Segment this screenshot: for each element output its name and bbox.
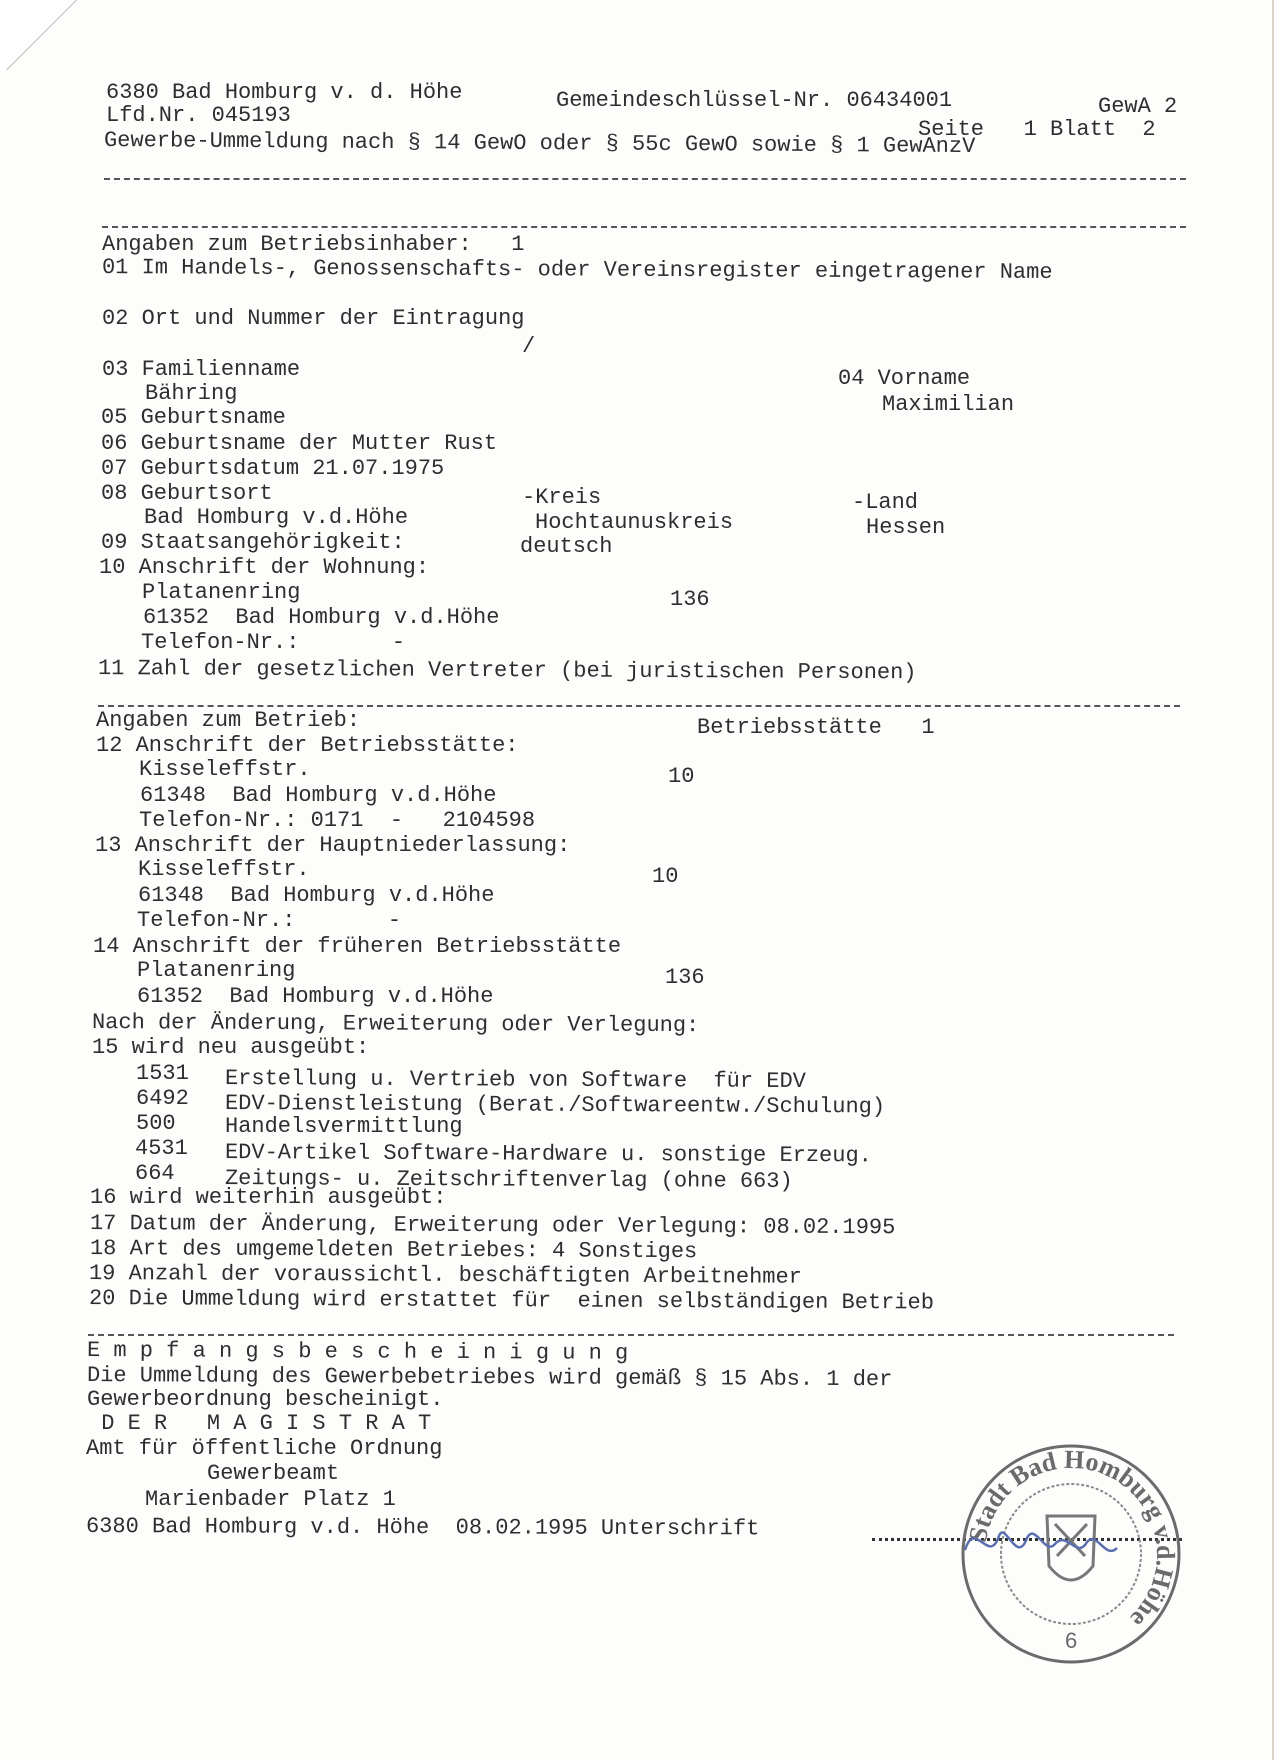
- field-10-street: Platanenring: [142, 580, 301, 605]
- activity-text: EDV-Artikel Software-Hardware u. sonstige Erzeug.: [224, 1140, 872, 1169]
- field-02-value: /: [522, 334, 536, 359]
- field-14-city: 61352 Bad Homburg v.d.Höhe: [137, 984, 494, 1009]
- field-12-city: 61348 Bad Homburg v.d.Höhe: [140, 783, 497, 808]
- field-05: 05 Geburtsname: [101, 405, 286, 430]
- field-13: 13 Anschrift der Hauptniederlassung:: [95, 833, 571, 858]
- field-14: 14 Anschrift der früheren Betriebsstätte: [93, 934, 622, 959]
- form-title: Gewerbe-Ummeldung nach § 14 GewO oder § 55c GewO sowie § 1 GewAnzV: [103, 128, 976, 160]
- authority-department: Gewerbeamt: [207, 1461, 340, 1486]
- field-18: 18 Art des umgemeldeten Betriebes: 4 Sonstiges: [89, 1236, 698, 1265]
- authority-name: D E R M A G I S T R A T: [88, 1411, 432, 1436]
- header-serial-number: Lfd.Nr. 045193: [106, 103, 291, 128]
- owner-section-title: Angaben zum Betriebsinhaber: 1: [102, 232, 525, 257]
- field-08-city: Bad Homburg v.d.Höhe: [144, 505, 409, 530]
- field-04-value: Maximilian: [882, 392, 1015, 417]
- field-08: 08 Geburtsort: [101, 481, 273, 506]
- field-12: 12 Anschrift der Betriebsstätte:: [96, 733, 519, 758]
- field-10-house-number: 136: [670, 587, 710, 612]
- activity-text: Erstellung u. Vertrieb von Software für EDV: [224, 1066, 806, 1095]
- field-10-city: 61352 Bad Homburg v.d.Höhe: [143, 605, 500, 630]
- divider: [98, 705, 1180, 707]
- field-17: 17 Datum der Änderung, Erweiterung oder Verlegung: 08.02.1995: [89, 1211, 896, 1241]
- field-03-value: Bähring: [145, 381, 238, 406]
- authority-office: Amt für öffentliche Ordnung: [86, 1436, 443, 1461]
- divider: [104, 178, 1186, 180]
- authority-address: Marienbader Platz 1: [145, 1487, 396, 1512]
- change-note: Nach der Änderung, Erweiterung oder Verlegung:: [91, 1010, 700, 1039]
- signature-line-label: 6380 Bad Homburg v.d. Höhe 08.02.1995 Unterschrift: [85, 1514, 760, 1542]
- receipt-line: Gewerbeordnung bescheinigt.: [87, 1387, 444, 1412]
- field-14-street: Platanenring: [137, 958, 296, 983]
- header-community-key: Gemeindeschlüssel-Nr. 06434001: [556, 88, 953, 113]
- field-08-land-label: -Land: [852, 490, 919, 515]
- divider: [102, 226, 1186, 228]
- field-08-kreis-label: -Kreis: [522, 485, 602, 510]
- field-06: 06 Geburtsname der Mutter Rust: [101, 431, 498, 456]
- page-edge: [1272, 0, 1274, 1760]
- field-10-phone: Telefon-Nr.: -: [141, 630, 406, 655]
- stamp-ring-text: Stadt Bad Homburg v.d.Höhe: [962, 1444, 1181, 1634]
- header-page-info: Seite 1 Blatt 2: [918, 117, 1156, 142]
- field-20: 20 Die Ummeldung wird erstattet für einen selbständigen Betrieb: [88, 1286, 934, 1316]
- receipt-line: Die Ummeldung des Gewerbebetriebes wird gemäß § 15 Abs. 1 der: [86, 1363, 893, 1393]
- receipt-title: E m p f a n g s b e s c h e i n i g u n g: [86, 1338, 629, 1366]
- activity-code: 6492: [136, 1086, 189, 1111]
- stamp-number: 6: [1065, 1628, 1078, 1653]
- folded-corner: [0, 0, 70, 70]
- field-19: 19 Anzahl der voraussichtl. beschäftigten Arbeitnehmer: [88, 1261, 802, 1290]
- field-12-phone: Telefon-Nr.: 0171 - 2104598: [139, 808, 536, 833]
- field-09-value: deutsch: [520, 534, 613, 559]
- field-13-house-number: 10: [652, 864, 679, 889]
- field-15: 15 wird neu ausgeübt:: [92, 1035, 370, 1060]
- field-09: 09 Staatsangehörigkeit:: [101, 530, 405, 555]
- field-08-land: Hessen: [866, 515, 946, 540]
- field-01: 01 Im Handels-, Genossenschafts- oder Vereinsregister eingetragener Name: [101, 255, 1053, 285]
- activity-code: 4531: [135, 1136, 188, 1161]
- activity-text: Handelsvermittlung: [225, 1114, 463, 1139]
- field-11: 11 Zahl der gesetzlichen Vertreter (bei juristischen Personen): [97, 656, 917, 686]
- field-16: 16 wird weiterhin ausgeübt:: [90, 1185, 447, 1210]
- activity-code: 664: [135, 1161, 175, 1186]
- activity-code: 500: [136, 1111, 176, 1136]
- header-form-id: GewA 2: [1098, 94, 1178, 119]
- divider: [88, 1334, 1174, 1336]
- stamp-inner-ring: [1001, 1484, 1141, 1624]
- field-12-street: Kisseleffstr.: [139, 757, 311, 782]
- official-stamp: [955, 1438, 1187, 1670]
- field-14-house-number: 136: [665, 965, 705, 990]
- business-section-title: Angaben zum Betrieb:: [96, 708, 361, 733]
- header-city: 6380 Bad Homburg v. d. Höhe: [106, 80, 463, 105]
- field-04: 04 Vorname: [838, 366, 971, 391]
- field-13-street: Kisseleffstr.: [138, 857, 310, 882]
- field-02: 02 Ort und Nummer der Eintragung: [102, 306, 525, 331]
- activity-code: 1531: [136, 1061, 189, 1086]
- field-13-phone: Telefon-Nr.: -: [137, 908, 402, 933]
- stamp-coat-of-arms: [1047, 1516, 1095, 1580]
- activity-text: Zeitungs- u. Zeitschriftenverlag (ohne 663): [224, 1166, 793, 1194]
- field-08-kreis: Hochtaunuskreis: [535, 510, 734, 535]
- field-03: 03 Familienname: [102, 357, 301, 382]
- field-10: 10 Anschrift der Wohnung:: [99, 555, 430, 580]
- field-12-house-number: 10: [668, 764, 695, 789]
- field-07: 07 Geburtsdatum 21.07.1975: [101, 456, 445, 481]
- business-site-number: Betriebsstätte 1: [697, 715, 935, 740]
- activity-text: EDV-Dienstleistung (Berat./Softwareentw./Schulung): [224, 1091, 886, 1120]
- field-13-city: 61348 Bad Homburg v.d.Höhe: [138, 883, 495, 908]
